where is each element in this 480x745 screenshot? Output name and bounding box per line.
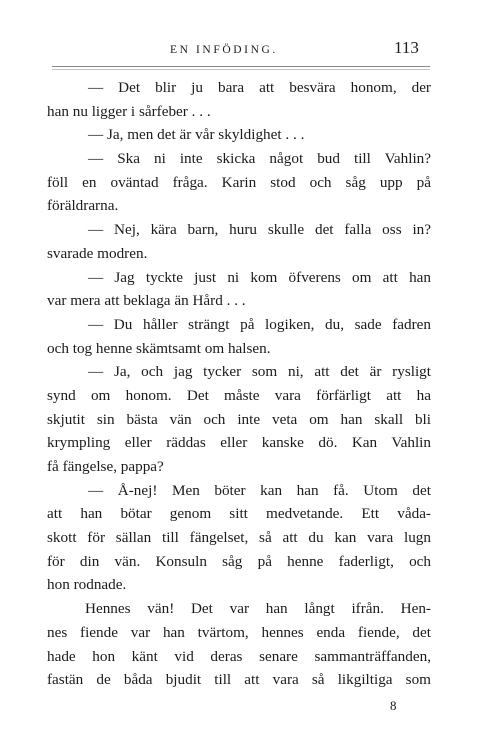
text-line: — Nej, kära barn, huru skulle det falla oss in? (88, 221, 431, 239)
text-line: skott för sällan till fängelset, så att du kan vara lugn (47, 529, 431, 547)
header-rule-secondary (52, 69, 430, 70)
text-line: — Ja, och jag tycker som ni, att det är rysligt (88, 363, 431, 381)
text-line: och tog henne skämtsamt om halsen. (47, 339, 271, 357)
text-line: Hennes vän! Det var han långt ifrån. Hen- (85, 600, 431, 618)
page-number: 113 (394, 38, 419, 57)
text-line: krympling eller räddas eller kanske dö. Kan Vahlin (47, 434, 431, 452)
header-rule (52, 66, 430, 67)
paragraph (47, 218, 431, 265)
text-line: — Jag tyckte just ni kom öfverens om att han (88, 268, 431, 286)
text-line: föräldrarna. (47, 197, 119, 215)
text-line: få fängelse, pappa? (47, 458, 164, 475)
paragraph (47, 360, 431, 478)
paragraph (47, 313, 431, 360)
paragraph (47, 123, 431, 147)
text-line: — Det blir ju bara att besvära honom, der (88, 79, 431, 96)
text-line: — Ska ni inte skicka något bud till Vahlin? (88, 150, 431, 168)
paragraph (47, 147, 431, 218)
running-title: EN INFÖDING. (170, 44, 278, 56)
body-text (47, 76, 431, 692)
text-line: han nu ligger i sårfeber . . . (47, 102, 211, 120)
text-line: att han bötar genom sitt medvetande. Ett våda- (47, 505, 431, 523)
text-line: för din vän. Konsuln såg på henne faderligt, och (47, 552, 431, 570)
text-line: skjutit sin bästa vän och inte veta om han skall bli (47, 410, 431, 428)
paragraph (47, 266, 431, 313)
text-line: — Ja, men det är vår skyldighet . . . (88, 126, 305, 144)
text-line: hon rodnade. (47, 576, 127, 594)
signature-mark: 8 (390, 698, 397, 713)
text-line: svarade modren. (47, 244, 148, 262)
text-line: — Å-nej! Men böter kan han få. Utom det (88, 481, 431, 499)
text-line: fastän de båda bjudit till att vara så likgiltiga som (47, 671, 431, 689)
text-line: föll en oväntad fråga. Karin stod och såg upp på (47, 173, 431, 191)
text-line: hade hon känt vid deras senare sammanträffanden, (47, 647, 431, 665)
paragraph (47, 597, 431, 692)
paragraph (47, 76, 431, 123)
text-line: var mera att beklaga än Hård . . . (47, 292, 246, 310)
text-line: nes fiende var han tvärtom, hennes enda fiende, det (47, 623, 431, 641)
paragraph (47, 479, 431, 597)
text-line: — Du håller strängt på logiken, du, sade fadren (88, 315, 431, 333)
text-line: synd om honom. Det måste vara förfärligt att ha (47, 386, 431, 404)
